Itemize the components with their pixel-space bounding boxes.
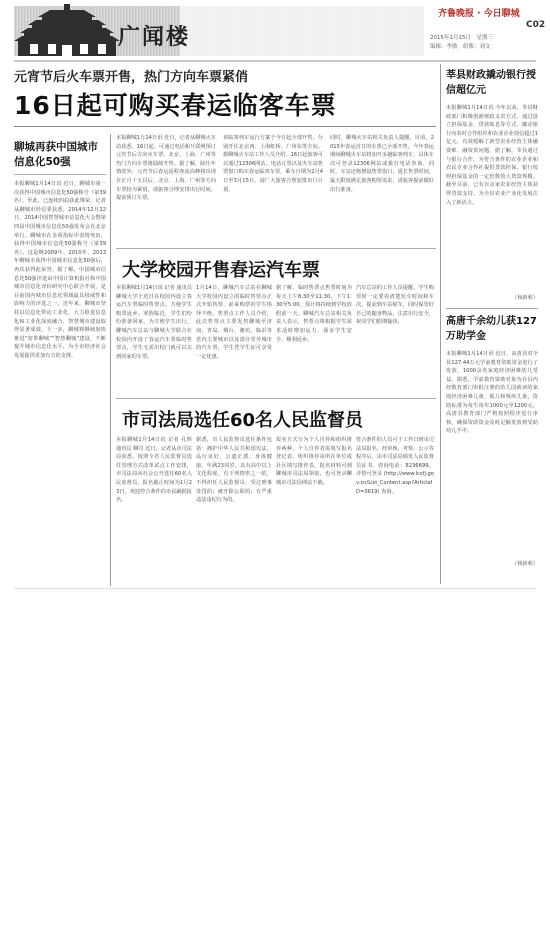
lead-col4-text: 同时，聊城火车站相关负责人提醒，目前，2015年春运首日的车票已全部开售，今年春运期间聊城火车站将加开多趟临客列车，具体车次可登录12306网站或拨打电话查询，同时，车站还将增设售票窗口，延长售票时间，最大限度满足旅客购票需求，请旅客提前做好出行准备。 bbox=[330, 135, 434, 193]
section-title: 广闻楼 bbox=[118, 24, 191, 50]
story3-col2-text: 据悉，市人民监督员选任条件包括：拥护中华人民共和国宪法，品行良好、公道正派，身体健康，年满23周岁，具有高中以上文化程度。有下列情形之一的，不得担任人民监督员：受过刑事处罚的；被开除公职的；有严重违法违纪行为的。 bbox=[196, 437, 272, 504]
lead-headline: 16日起可购买春运临客车票 bbox=[14, 91, 337, 120]
story3-headline: 市司法局选任60名人民监督员 bbox=[122, 410, 364, 431]
right-story-separator bbox=[446, 308, 538, 309]
story3-col4-text: 符合条件的人员可于工作日到市司法局报名，经审核、考察、公示等程序后，由市司法局颁发人民监督员证书。咨询电话：8236699。详情可登录 (http://www.lcsfj.gov.cn/List_Content.asp?ArticleID=3619) 查询。 bbox=[356, 437, 434, 495]
page-number: C02 bbox=[526, 20, 546, 30]
story2-col1-text: 本报聊城1月14日讯 记者 通讯员 聊城大学于近日在校园内设立春运汽车票临时售票点，方便学生购票返乡。寒假临近，学生们纷纷准备回家，为方便学生出行，聊城汽车总站与聊城大学联合在校园内开设了春运汽车票临时售票点，学生无需出校门就可以买到回家的车票。 bbox=[116, 285, 192, 360]
newspaper-brand: 齐鲁晚报 · 今日聊城 bbox=[438, 9, 520, 19]
lead-kicker: 元宵节后火车票开售，热门方向车票紧俏 bbox=[14, 70, 249, 85]
story2-col2-text: 1月14日，聊城汽车总站在聊城大学校园内设立的临时售票点正式开始售票，前来购票的学生络绎不绝。售票点工作人员介绍，此次售票点主要发售聊城至济南、青岛、烟台、潍坊、临沂等省内主要城市以及部分省外城市的汽车票，学生凭学生证可享受一定优惠。 bbox=[196, 285, 272, 360]
story2-col4-text: 汽车总站的工作人员提醒，学生购票时一定要看清楚发车时间和车次，提前到车站候车，同时保管好自己的随身物品，注意出行安全，祝同学们假期愉快。 bbox=[356, 285, 434, 326]
story-separator bbox=[116, 398, 436, 399]
headline-rule bbox=[14, 126, 436, 127]
right-story1-text: 本报聊城1月14日讯 今年以来，莘县财政部门积极创新财政支农方式，通过设立担保基金、贷款贴息等方式，撬动银行向农村合作组织和农业企业授信超过1亿元，有效缓解了新型农业经营主体融资难、融资贵问题。据了解，莘县通过与银行合作，为符合条件的农业企业和农民专业合作社提供贷款担保，银行按照担保基金的一定倍数放大贷款规模。截至目前，已有百余家农业经营主体获得贷款支持，为全县农业产业化发展注入了新活力。 bbox=[446, 105, 538, 206]
subhead-rule bbox=[14, 174, 106, 175]
issue-date: 2015年1月15日 星期三 bbox=[430, 35, 493, 41]
masthead-rule bbox=[14, 60, 536, 62]
column-divider bbox=[110, 134, 111, 586]
story-separator bbox=[116, 248, 436, 249]
right-story2-headline: 高唐千余幼儿获127万助学金 bbox=[446, 316, 537, 342]
lead-subhead: 聊城再获中国城市信息化50强 bbox=[14, 141, 98, 168]
right-story1-credit: （杨新莉） bbox=[512, 295, 538, 301]
page-bottom-rule bbox=[14, 588, 536, 589]
story3-col1-text: 本报聊城1月14日讯 记者 孔辉 通讯员 聊司 近日，记者从市司法局获悉，按照全省人民监督员选任管理方式改革试点工作安排，市司法局向社会公开选任60名人民监督员，报名截止时间为1月23日，欢迎符合条件的市民踊跃报名。 bbox=[116, 437, 192, 504]
lead-col3-text: 该临客列车运行方案于今日起全部开售，分别开往北京西、上海虹桥、广州东等方向。据聊城火车站工作人员介绍，16日起旅客可以通过12306网站、电话订票以及火车站售票窗口购买春运临客车票，乘车日期为2月4日至3月15日，请广大旅客合理安排出行计划。 bbox=[223, 135, 323, 193]
story3-col3-text: 报名方式分为个人自荐和组织推荐两种。个人自荐者需填写报名登记表，组织推荐由所在单位或社区填写推荐表，报名材料可到聊城市司法局领取，也可登录聊城市司法局网站下载。 bbox=[276, 437, 352, 486]
story2-col3-text: 据了解，临时售票点售票时间为每天上午8:30至11:30，下午1:30至5:00，预计将持续到学校放假前一天。聊城汽车总站相关负责人表示，售票点将根据学生需求适时增加运力，保证学生安全、顺利返乡。 bbox=[276, 285, 352, 343]
story2-headline: 大学校园开售春运汽车票 bbox=[122, 260, 320, 281]
lead-col1-text: 本报聊城1月14日讯 近日，聊城市第一次获得中国城市信息化50强称号（第39名）。至此，已连续四届获此殊荣。记者从聊城市经信委获悉，2014年12月22日，2014中国智慧城市信息化大会暨第四届中国城市信息化50强发布会在北京举行。聊城市在多项指标中表现突出，获得中国城市信息化50强称号（第39名）。这是继2009年、2010年、2013年聊城市获得中国城市信息化50强后，再次获得此荣誉。据了解，中国城市信息化50强评选由中国计算机报社和中国城市信息化评价研究中心联合开展，是目前国内城市信息化领域最具权威性和影响力的评选之一。近年来，聊城市坚持以信息化带动工业化，大力推进信息化和工业化深度融合，智慧城市建设取得显著成效。下一步，聊城将继续加快推进“宽带聊城”“智慧聊城”建设，不断提升城市信息化水平，为全市经济社会发展提供更加有力的支撑。 bbox=[14, 181, 106, 359]
right-story1-headline: 莘县财政撬动银行授信超亿元 bbox=[446, 70, 536, 96]
right-story2-credit: （杨新莉） bbox=[512, 561, 538, 567]
right-story2-text: 本报聊城1月14日讯 近日，高唐县对全县127.44万元学前教育资助资金进行了发放，1000余名家庭经济困难幼儿受益。据悉，学前教育资助对象为在县内经教育部门审批注册的幼儿园就读的家庭经济困难儿童、孤儿和残疾儿童，资助标准为每生每年1000元至1200元。高唐县教育部门严格按照程序进行审核，确保资助资金及时足额发放到受助幼儿手中。 bbox=[446, 351, 538, 435]
right-column-divider bbox=[440, 64, 441, 584]
editor-credits: 编辑：李敏 组版：刘文 bbox=[430, 44, 491, 50]
lead-col2-text: 本报聊城1月14日讯 近日，记者从聊城火车站获悉，16日起，可通过电话和互联网预订元宵节后方向火车票，北京、上海、广州等热门方向车票将陆续开售。据了解，除往年情况外，元宵节后春运返程客流高峰将出现在正月十五以后，北京、上海、广州等方向车票较为紧俏，请旅客合理安排出行时间，提前预订车票。 bbox=[116, 135, 216, 202]
